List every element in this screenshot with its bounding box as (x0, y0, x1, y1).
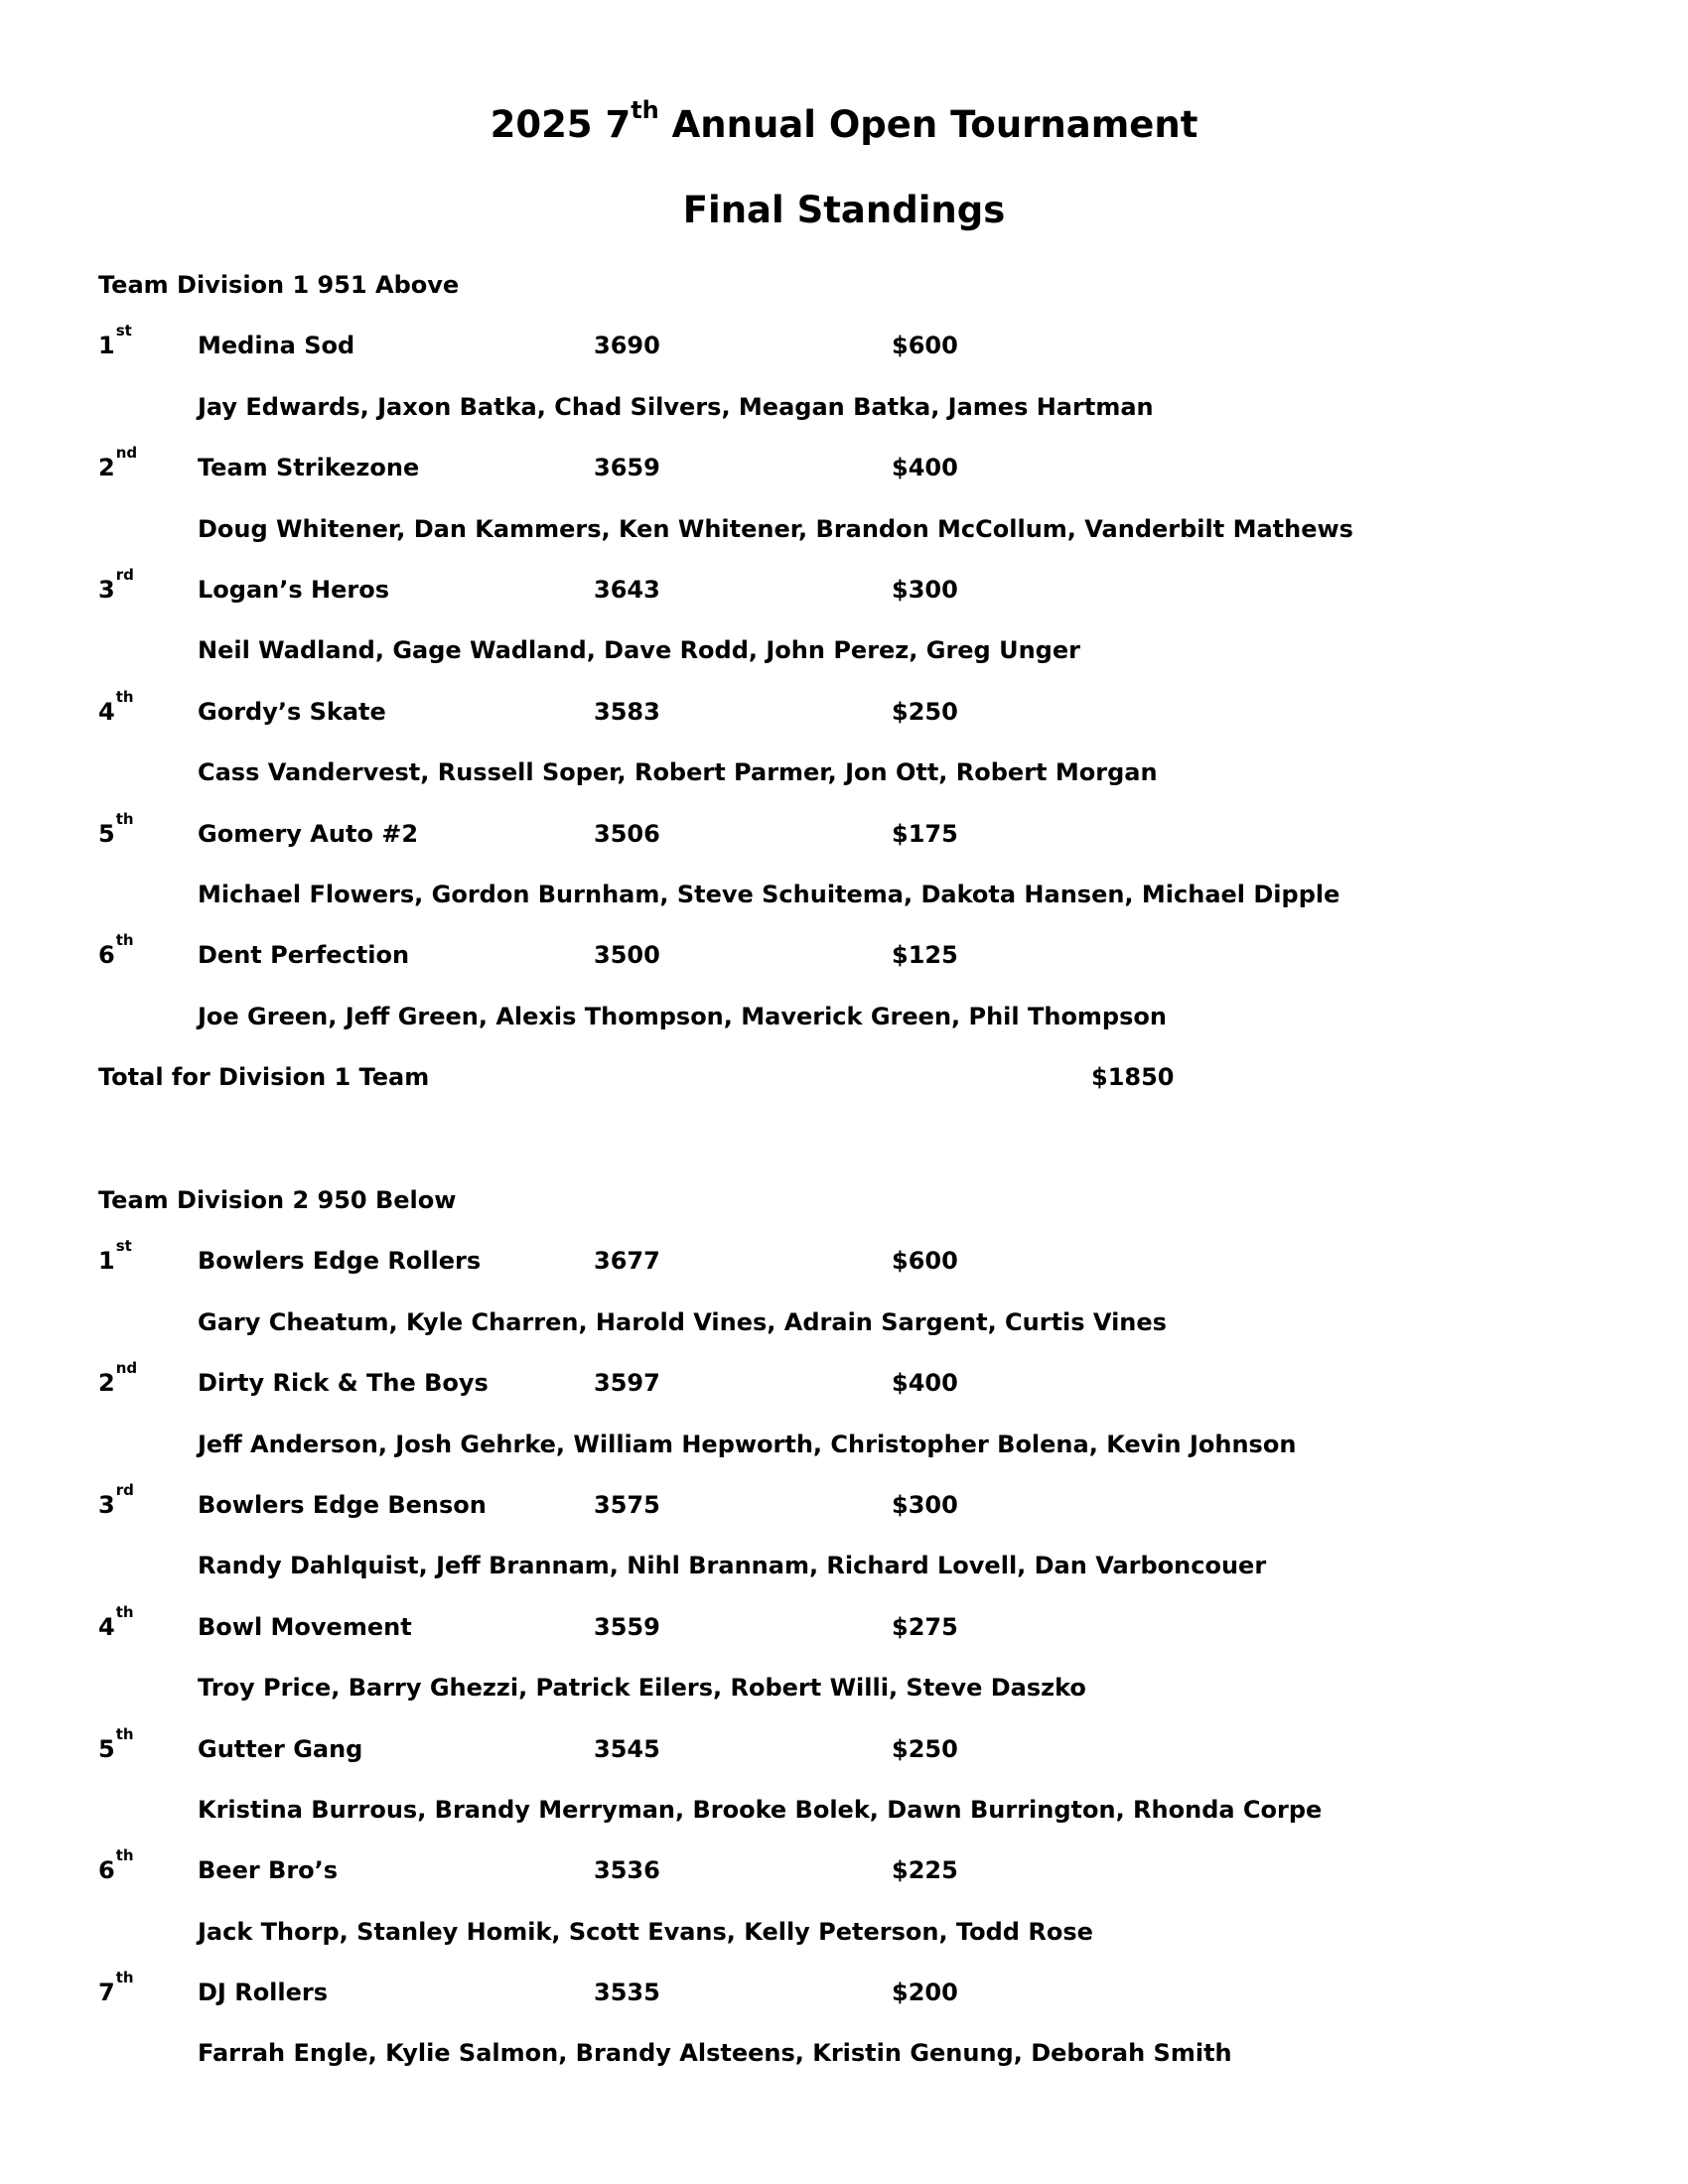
team-name: Gutter Gang (198, 1734, 363, 1763)
team-name: Medina Sod (198, 332, 355, 360)
team-prize: $275 (892, 1612, 958, 1641)
team-row (98, 322, 1588, 391)
division-1-total-amount: $1850 (1091, 1063, 1175, 1092)
place-number: 1 (98, 332, 115, 360)
team-members: Gary Cheatum, Kyle Charren, Harold Vines, Adrain Sargent, Curtis Vines (198, 1307, 1167, 1336)
team-members-row (98, 392, 1588, 453)
place-ordinal-suffix: nd (115, 444, 138, 463)
team-members-row (98, 1917, 1588, 1978)
team-place (98, 687, 134, 727)
place-ordinal-suffix: th (115, 809, 134, 828)
team-place (98, 1237, 132, 1276)
division-2-section (98, 1185, 1588, 2100)
place-ordinal-suffix: th (115, 687, 134, 706)
title-prefix: 2025 7 (490, 103, 632, 146)
team-members: Troy Price, Barry Ghezzi, Patrick Eilers, Robert Willi, Steve Daszko (198, 1674, 1086, 1703)
team-name: Team Strikezone (198, 454, 420, 482)
team-score: 3536 (594, 1856, 660, 1885)
team-row (98, 444, 1588, 513)
division-1-team-list (98, 322, 1588, 1062)
team-place (98, 565, 134, 605)
team-prize: $200 (892, 1979, 958, 2007)
team-members-row (98, 1551, 1588, 1611)
title-suffix: Annual Open Tournament (658, 103, 1198, 146)
team-score: 3545 (594, 1734, 660, 1763)
place-number: 4 (98, 1612, 115, 1641)
team-place (98, 931, 134, 970)
team-members-row (98, 1795, 1588, 1855)
team-name: Gomery Auto #2 (198, 819, 419, 848)
division-2-team-list (98, 1237, 1588, 2099)
team-name: Bowlers Edge Benson (198, 1490, 487, 1519)
team-score: 3575 (594, 1490, 660, 1519)
team-members: Neil Wadland, Gage Wadland, Dave Rodd, John Perez, Greg Unger (198, 636, 1080, 665)
team-members: Jack Thorp, Stanley Homik, Scott Evans, Kelly Peterson, Todd Rose (198, 1917, 1093, 1946)
team-name: DJ Rollers (198, 1979, 329, 2007)
team-row (98, 1846, 1588, 1916)
place-number: 5 (98, 819, 115, 848)
team-row (98, 1480, 1588, 1551)
team-score: 3583 (594, 697, 660, 726)
place-number: 6 (98, 1856, 115, 1885)
team-row (98, 1237, 1588, 1306)
division-1-total-label: Total for Division 1 Team (98, 1063, 430, 1092)
place-ordinal-suffix: th (115, 1846, 134, 1865)
place-number: 2 (98, 454, 115, 482)
team-prize: $250 (892, 697, 958, 726)
team-members-row (98, 635, 1588, 696)
team-members-row (98, 2038, 1588, 2099)
place-ordinal-suffix: th (115, 1602, 134, 1621)
place-ordinal-suffix: rd (115, 1480, 134, 1499)
team-name: Logan’s Heros (198, 575, 389, 604)
team-name: Dirty Rick & The Boys (198, 1369, 489, 1398)
place-number: 2 (98, 1369, 115, 1398)
team-row (98, 1969, 1588, 2038)
place-number: 5 (98, 1734, 115, 1763)
team-members: Michael Flowers, Gordon Burnham, Steve Schuitema, Dakota Hansen, Michael Dipple (198, 880, 1340, 908)
team-score: 3690 (594, 332, 660, 360)
place-ordinal-suffix: st (115, 1237, 132, 1256)
team-place (98, 1846, 134, 1885)
team-row (98, 1602, 1588, 1673)
team-prize: $400 (892, 454, 958, 482)
team-score: 3677 (594, 1247, 660, 1276)
page-subtitle: Final Standings (682, 189, 1006, 231)
team-place (98, 1602, 134, 1642)
division-1-section (98, 270, 1588, 1123)
team-place (98, 809, 134, 849)
team-members-row (98, 880, 1588, 940)
team-prize: $250 (892, 1734, 958, 1763)
team-name: Bowlers Edge Rollers (198, 1247, 482, 1276)
team-row (98, 809, 1588, 880)
place-ordinal-suffix: th (115, 931, 134, 950)
page-title (0, 95, 1688, 147)
division-heading (98, 270, 1588, 331)
place-ordinal-suffix: nd (115, 1359, 138, 1378)
team-place (98, 1724, 134, 1764)
team-members-row (98, 757, 1588, 818)
place-number: 7 (98, 1979, 115, 2007)
division-heading (98, 1185, 1588, 1246)
place-number: 3 (98, 1490, 115, 1519)
place-number: 3 (98, 575, 115, 604)
team-name: Beer Bro’s (198, 1856, 339, 1885)
team-members: Doug Whitener, Dan Kammers, Ken Whitener, Brandon McCollum, Vanderbilt Mathews (198, 514, 1353, 543)
team-score: 3535 (594, 1979, 660, 2007)
division-2-heading: Team Division 2 950 Below (98, 1186, 457, 1214)
team-row (98, 565, 1588, 635)
team-members: Joe Green, Jeff Green, Alexis Thompson, Maverick Green, Phil Thompson (198, 1002, 1167, 1030)
team-score: 3597 (594, 1369, 660, 1398)
team-score: 3559 (594, 1612, 660, 1641)
team-members-row (98, 1673, 1588, 1733)
team-place (98, 1480, 134, 1520)
team-members-row (98, 1307, 1588, 1368)
place-ordinal-suffix: th (115, 1969, 134, 1987)
team-prize: $300 (892, 575, 958, 604)
team-prize: $400 (892, 1369, 958, 1398)
team-members: Kristina Burrous, Brandy Merryman, Brooke Bolek, Dawn Burrington, Rhonda Corpe (198, 1795, 1323, 1824)
team-row (98, 931, 1588, 1001)
team-members: Jay Edwards, Jaxon Batka, Chad Silvers, Meagan Batka, James Hartman (198, 392, 1154, 421)
team-members: Farrah Engle, Kylie Salmon, Brandy Alsteens, Kristin Genung, Deborah Smith (198, 2039, 1232, 2068)
team-row (98, 1359, 1588, 1429)
team-score: 3659 (594, 454, 660, 482)
place-number: 6 (98, 941, 115, 970)
team-score: 3643 (594, 575, 660, 604)
team-prize: $175 (892, 819, 958, 848)
team-prize: $225 (892, 1856, 958, 1885)
team-score: 3506 (594, 819, 660, 848)
division-1-heading: Team Division 1 951 Above (98, 271, 460, 299)
place-number: 4 (98, 697, 115, 726)
place-number: 1 (98, 1247, 115, 1276)
team-place (98, 444, 138, 482)
place-ordinal-suffix: st (115, 322, 132, 341)
team-place (98, 1969, 134, 2007)
team-name: Gordy’s Skate (198, 697, 386, 726)
team-prize: $125 (892, 941, 958, 970)
place-ordinal-suffix: rd (115, 565, 134, 584)
team-prize: $600 (892, 1247, 958, 1276)
team-members-row (98, 514, 1588, 575)
team-row (98, 687, 1588, 757)
title-ordinal-suffix: th (631, 95, 659, 124)
team-members-row (98, 1430, 1588, 1490)
team-row (98, 1724, 1588, 1795)
division-total-row (98, 1062, 1588, 1123)
team-members: Jeff Anderson, Josh Gehrke, William Hepworth, Christopher Bolena, Kevin Johnson (198, 1430, 1297, 1458)
team-prize: $300 (892, 1490, 958, 1519)
team-place (98, 1359, 138, 1398)
team-name: Bowl Movement (198, 1612, 412, 1641)
team-name: Dent Perfection (198, 941, 410, 970)
team-place (98, 322, 132, 360)
team-score: 3500 (594, 941, 660, 970)
team-prize: $600 (892, 332, 958, 360)
team-members: Cass Vandervest, Russell Soper, Robert Parmer, Jon Ott, Robert Morgan (198, 758, 1158, 787)
team-members: Randy Dahlquist, Jeff Brannam, Nihl Brannam, Richard Lovell, Dan Varboncouer (198, 1552, 1267, 1580)
team-members-row (98, 1002, 1588, 1062)
place-ordinal-suffix: th (115, 1724, 134, 1743)
